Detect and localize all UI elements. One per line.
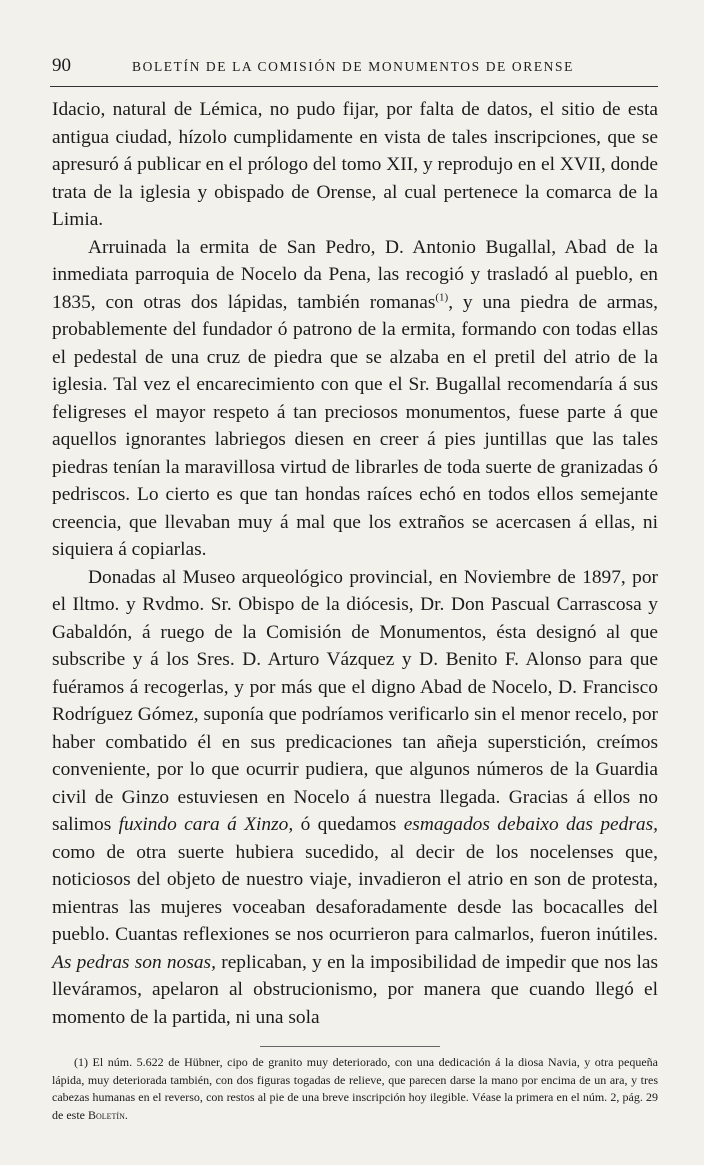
italic-quote-2: esmagados debaixo das pedras, — [403, 814, 658, 835]
footnote-journal-name: Boletín — [87, 1107, 125, 1122]
header-rule — [50, 86, 658, 87]
footnote-rule — [260, 1046, 440, 1047]
page-number: 90 — [52, 55, 71, 76]
paragraph-3: Donadas al Museo arqueológico provincial, en Noviembre de 1897, por el Iltmo. y Rvdmo. Sr. Obispo de la diócesis, Dr. Don Pascual Carrascosa y Gabaldón, á ruego de la Comisión de Monumentos, ésta designó al que subscribe y á los Sres. D. Arturo Vázquez y D. Benito F. Alonso para que fuéramos á recogerlas, y por más que el digno Abad de Nocelo, D. Francisco Rodríguez Gómez, suponía que podríamos verificarlo sin el menor recelo, por haber combatido él en sus predicaciones tan añeja superstición, creímos conveniente, por lo que ocurrir pudiera, que algunos números de la Guardia civil de Ginzo estuviesen en Nocelo á nuestra llegada. Gracias á ellos no salimos fuxindo cara á Xinzo, ó quedamos esmagados debaixo das pedras, como de otra suerte hubiera sucedido, al decir de los nocelenses que, noticiosos del objeto de nuestro viaje, invadieron el atrio en son de protesta, mientras las mujeres voceaban desaforadamente desde las bocacalles del pueblo. Cuantas reflexiones se nos ocurrieron para calmarlos, fueron inútiles. As pedras son nosas, replicaban, y en la imposibilidad de impedir que nos las lleváramos, apelaron al obstrucionismo, por manera que cuando llegó el momento de la partida, ni una sola — [52, 566, 659, 1028]
italic-quote-3: As pedras son nosas, — [52, 951, 216, 973]
paragraph-1: Idacio, natural de Lémica, no pudo fijar, por falta de datos, el sitio de esta antigua ciudad, hízolo cumplidamente en vista de tales inscripciones, que se apresuró á publicar en el prólogo del tomo XII, y reprodujo en el XVII, donde trata de la iglesia y obispado de Orense, al cual pertenece la comarca de la Limia. — [52, 99, 658, 230]
footnote-reference[interactable]: (1) — [435, 291, 449, 304]
page-header — [52, 55, 658, 77]
footnote-marker: (1) — [74, 1055, 88, 1069]
footnote: (1) El núm. 5.622 de Hübner, cipo de granito muy deteriorado, con una dedicación á la diosa Navia, y otra pequeña lápida, muy deteriorada también, con dos figuras togadas de relieve, que parecen darse la mano por encima de un ara, y tres cabezas humanas en el reverso, con restos al pie de una breve inscripción hoy ilegible. Véase la primera en el núm. 2, pág. 29 de este Boletín. — [52, 1055, 658, 1122]
running-title: BOLETÍN DE LA COMISIÓN DE MONUMENTOS DE ORENSE — [132, 59, 574, 74]
body-text — [52, 96, 658, 1031]
paragraph-2: Arruinada la ermita de San Pedro, D. Antonio Bugallal, Abad de la inmediata parroquia de Nocelo da Pena, las recogió y trasladó al pueblo, en 1835, con otras dos lápidas, también romanas$^{(1)}$, y una piedra de armas, probablemente del fundador ó patrono de la ermita, formando con todas ellas el pedestal de una cruz de piedra que se alzaba en el pretil del atrio de la iglesia. Tal vez el encarecimiento con que el Sr. Bugallal recomendaría á sus feligreses el mayor respeto á tan preciosos monumentos, fuese parte á que aquellos ignorantes labriegos diesen en creer á pies juntillas que las tales piedras tenían la maravillosa virtud de librarles de toda suerte de granizadas ó pedriscos. Lo cierto es que tan hondas raíces echó en todos ellos semejante creencia, que llevaban muy á mal que los extraños se acercasen á ellas, ni siquiera á copiarlas. — [52, 236, 658, 560]
italic-quote-1: fuxindo cara á Xinzo, — [118, 814, 294, 835]
